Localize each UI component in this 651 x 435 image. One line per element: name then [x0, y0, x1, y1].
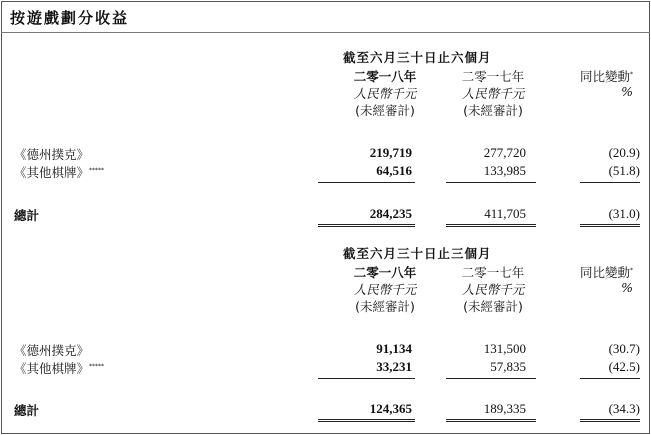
- cell-total-2017: 189,335: [483, 401, 526, 416]
- subtotal-rule: [580, 378, 640, 379]
- row-label-other-games: [14, 359, 104, 377]
- total-double-rule: [446, 224, 536, 227]
- column-year-2017: 二零一七年: [461, 265, 525, 280]
- subtotal-rule: [580, 182, 640, 183]
- column-yoy-label: 同比變動: [579, 69, 630, 84]
- cell-2017: 57,835: [490, 359, 526, 374]
- page-title: 按遊戲劃分收益: [10, 9, 130, 27]
- footnote-mark: *****: [89, 362, 105, 370]
- row-label-total: 總計: [14, 208, 40, 223]
- total-double-rule: [580, 224, 640, 227]
- total-double-rule: [580, 419, 640, 422]
- row-label-total: 總計: [14, 403, 40, 418]
- row-label-text: 《其他棋牌》: [14, 361, 90, 376]
- cell-total-2018: 124,365: [369, 401, 412, 416]
- period-header: 截至六月三十日止三個月: [343, 246, 492, 261]
- subtotal-rule: [318, 182, 415, 183]
- period-header: 截至六月三十日止六個月: [343, 50, 492, 65]
- column-yoy-label: 同比變動: [579, 265, 630, 280]
- row-label-text: 《其他棋牌》: [14, 165, 90, 180]
- column-yoy-unit: %: [621, 280, 633, 295]
- cell-2018: 64,516: [376, 163, 412, 178]
- row-label-texas-holdem: 《德州撲克》: [14, 343, 90, 358]
- cell-2018: 91,134: [376, 341, 412, 356]
- column-yoy-header: [580, 67, 633, 85]
- total-double-rule: [446, 419, 536, 422]
- footnote-mark: *****: [89, 166, 105, 174]
- column-unit-2017: 人民幣千元: [461, 86, 525, 101]
- column-year-2017: 二零一七年: [461, 69, 525, 84]
- column-audit-2018: (未經審計): [355, 299, 415, 314]
- column-unit-2017: 人民幣千元: [461, 282, 525, 297]
- cell-2018: 33,231: [376, 359, 412, 374]
- footnote-mark: *: [630, 266, 633, 274]
- cell-total-yoy: (34.3): [608, 401, 640, 416]
- cell-yoy: (42.5): [608, 359, 640, 374]
- row-label-texas-holdem: 《德州撲克》: [14, 147, 90, 162]
- subtotal-rule: [318, 378, 415, 379]
- cell-yoy: (51.8): [608, 163, 640, 178]
- cell-yoy: (20.9): [608, 145, 640, 160]
- column-unit-2018: 人民幣千元: [353, 282, 417, 297]
- cell-2017: 133,985: [483, 163, 526, 178]
- row-label-other-games: [14, 163, 104, 181]
- cell-2018: 219,719: [369, 145, 412, 160]
- column-year-2018: 二零一八年: [353, 69, 417, 84]
- column-yoy-header: [580, 263, 633, 281]
- column-audit-2018: (未經審計): [355, 103, 415, 118]
- cell-total-yoy: (31.0): [608, 206, 640, 221]
- column-audit-2017: (未經審計): [463, 299, 523, 314]
- subtotal-rule: [446, 378, 536, 379]
- column-yoy-unit: %: [621, 84, 633, 99]
- total-double-rule: [318, 419, 415, 422]
- cell-total-2018: 284,235: [369, 206, 412, 221]
- column-unit-2018: 人民幣千元: [353, 86, 417, 101]
- column-audit-2017: (未經審計): [463, 103, 523, 118]
- total-double-rule: [318, 224, 415, 227]
- cell-2017: 277,720: [483, 145, 526, 160]
- title-divider: [1, 32, 650, 33]
- cell-total-2017: 411,705: [484, 206, 526, 221]
- column-year-2018: 二零一八年: [353, 265, 417, 280]
- cell-yoy: (30.7): [608, 341, 640, 356]
- footnote-mark: *: [630, 70, 633, 78]
- cell-2017: 131,500: [483, 341, 526, 356]
- subtotal-rule: [446, 182, 536, 183]
